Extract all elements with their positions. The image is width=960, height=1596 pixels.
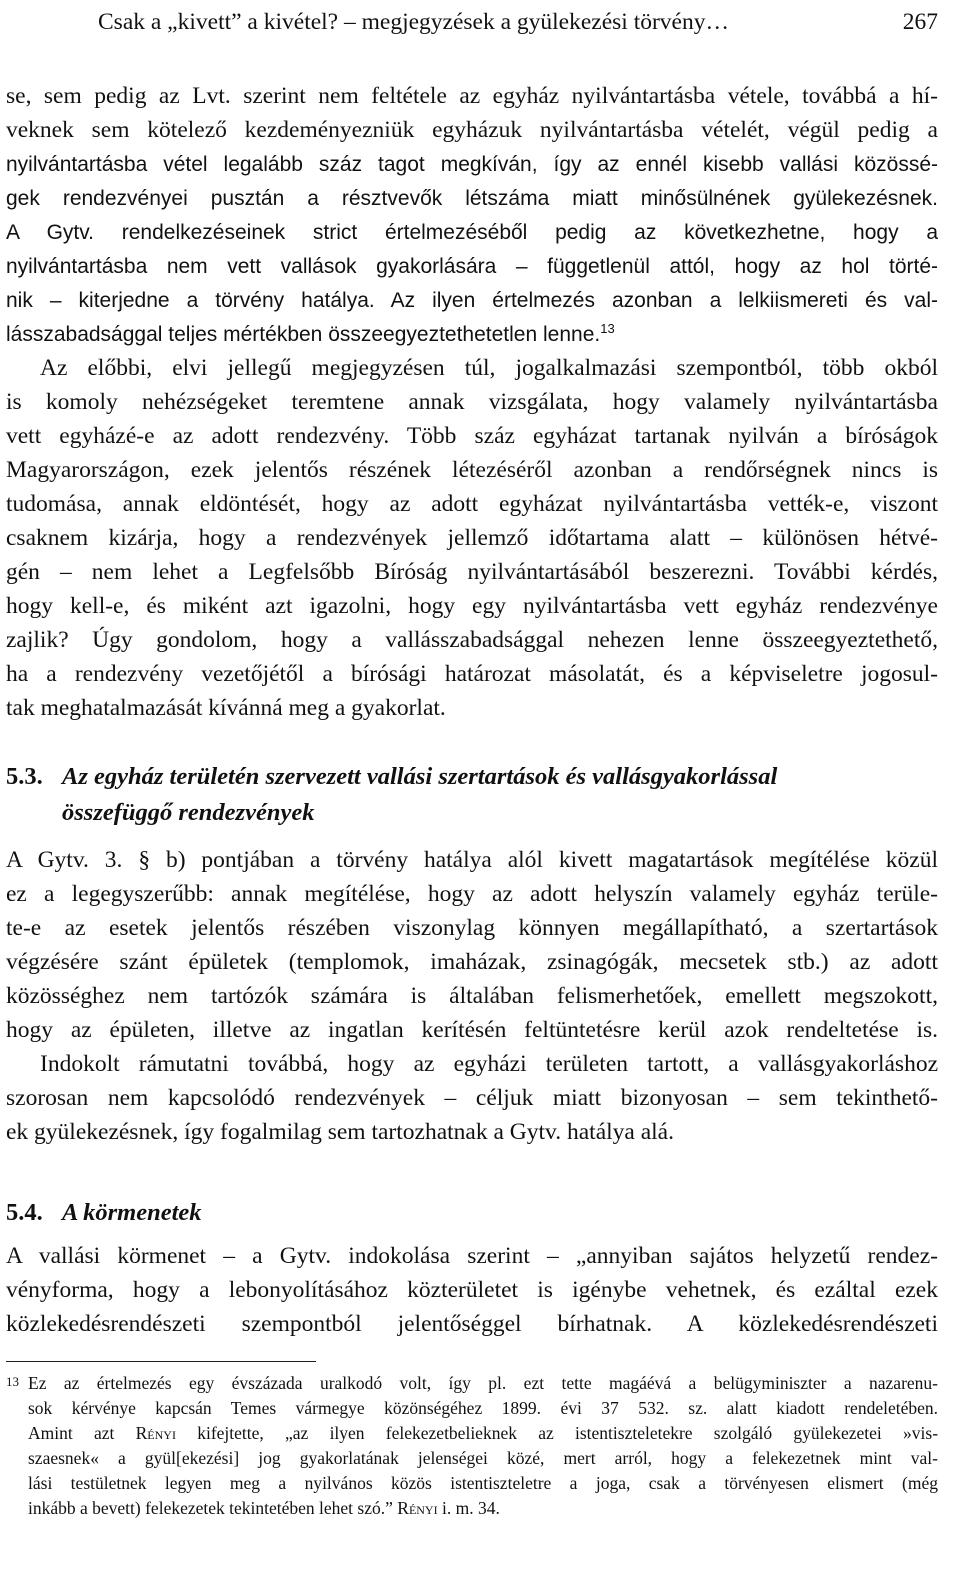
footnote-reference: 13	[600, 321, 615, 336]
section-number: 5.4.	[6, 1199, 43, 1226]
text-line: Magyarországon, ezek jelentős részének létezéséről azonban a rendőrségnek nincs is	[6, 457, 938, 483]
text-line: nyilvántartásba vétel legalább száz tagot megkíván, így az ennél kisebb vallási közössé-	[6, 153, 938, 176]
text-line: ez a legegyszerűbb: annak megítélése, hogy az adott helyszín valamely egyház terüle-	[6, 881, 938, 907]
section-number: 5.3.	[6, 763, 43, 790]
text-line: ha a rendezvény vezetőjétől a bírósági határozat másolatát, és a képviseletre jogosul-	[6, 661, 938, 687]
text-line: veknek sem kötelező kezdeményezniük egyházuk nyilvántartásba vételét, végül pedig a	[6, 117, 938, 143]
page-number: 267	[902, 9, 938, 35]
section-heading-5-3-line2: összefüggő rendezvények	[62, 799, 315, 826]
text-line: vett egyházé-e az adott rendezvény. Több száz egyházat tartanak nyilván a bíróságok	[6, 423, 938, 449]
text-line: tudomása, annak eldöntését, hogy az adott egyházat nyilvántartásba vették-e, viszont	[6, 491, 938, 517]
footnote-separator	[6, 1361, 316, 1362]
footnote-line	[28, 1496, 938, 1521]
footnote-line: szaesnek« a gyül[ekezési] jog gyakorlatának jelenségei közé, mert arról, hogy a felekezetnek mint val-	[28, 1448, 938, 1468]
footnote-number: 13	[6, 1374, 19, 1389]
footnote-line: lási testületnek legyen meg a nyilvános közös istentiszteletre a joga, csak a törvényesen elismert (még	[28, 1473, 938, 1493]
text-line	[6, 318, 938, 351]
text-line: tak meghatalmazását kívánná meg a gyakorlat.	[6, 695, 446, 721]
running-head-title: Csak a „kivett” a kivétel? – megjegyzések a gyülekezési törvény…	[98, 9, 729, 35]
footnote-line: sok kérvénye kapcsán Temes vármegye közönségéhez 1899. évi 37 532. sz. alatt kiadott rendeletében.	[28, 1398, 938, 1418]
text-line: Indokolt rámutatni továbbá, hogy az egyházi területen tartott, a vallásgyakorláshoz	[40, 1051, 938, 1077]
footnote-text: kifejtette, „az ilyen felekezetbelieknek az istentiszteletekre szolgáló gyülekezetei »vis-	[197, 1423, 938, 1443]
text-line: A Gytv. 3. § b) pontjában a törvény hatálya alól kivett magatartások megítélése közül	[6, 847, 938, 873]
text-line: A Gytv. rendelkezéseinek strict értelmezéséből pedig az következhetne, hogy a	[6, 221, 938, 244]
text-line: végzésére szánt épületek (templomok, imaházak, zsinagógák, mecsetek stb.) az adott	[6, 949, 938, 975]
text-line-content: lásszabadsággal teljes mértékben összeegyeztethetetlen lenne.	[6, 323, 601, 346]
footnote-text: i. m. 34.	[441, 1498, 500, 1518]
author-name: Rényi	[135, 1423, 176, 1443]
text-line: zajlik? Úgy gondolom, hogy a vallásszabadsággal nehezen lenne összeegyeztethető,	[6, 627, 938, 653]
text-line: nik – kiterjedne a törvény hatálya. Az ilyen értelmezés azonban a lelkiismereti és val-	[6, 289, 938, 312]
text-line: nyilvántartásba nem vett vallások gyakorlására – függetlenül attól, hogy az hol törté-	[6, 255, 938, 278]
text-line: ek gyülekezésnek, így fogalmilag sem tartozhatnak a Gytv. hatálya alá.	[6, 1119, 674, 1145]
text-line: se, sem pedig az Lvt. szerint nem feltétele az egyház nyilvántartásba vétele, továbbá a hí-	[6, 83, 938, 109]
section-title: Az egyház területén szervezett vallási szertartások és vallásgyakorlással	[62, 763, 778, 790]
footnote-line: Ez az értelmezés egy évszázada uralkodó volt, így pl. ezt tette magáévá a belügyminiszter a nazarenu-	[28, 1373, 938, 1393]
text-line: közösséghez nem tartózók számára is általában felismerhetőek, emellett megszokott,	[6, 983, 938, 1009]
running-head	[98, 4, 938, 40]
footnote-text: inkább a bevett) felekezetek tekintetében lehet szó.”	[28, 1498, 393, 1518]
text-line: hogy az épületen, illetve az ingatlan kerítésén feltüntetésre kerül azok rendeltetése is.	[6, 1017, 938, 1043]
section-heading-5-3	[6, 760, 777, 794]
text-line: te-e az esetek jelentős részében viszonylag könnyen megállapítható, a szertartások	[6, 915, 938, 941]
footnote-line	[28, 1421, 938, 1446]
text-line: Az előbbi, elvi jellegű megjegyzésen túl, jogalkalmazási szempontból, több okból	[40, 355, 938, 381]
author-name: Rényi	[397, 1498, 438, 1518]
section-heading-5-4	[6, 1196, 202, 1230]
text-line: közlekedésrendészeti szempontból jelentőséggel bírhatnak. A közlekedésrendészeti	[6, 1311, 938, 1337]
text-line: szorosan nem kapcsolódó rendezvények – céljuk miatt bizonyosan – sem tekinthető-	[6, 1085, 938, 1111]
text-line: vényforma, hogy a lebonyolításához közterületet is igénybe vehetnek, és ezáltal ezek	[6, 1277, 938, 1303]
text-line: csaknem kizárja, hogy a rendezvények jellemző időtartama alatt – különösen hétvé-	[6, 525, 938, 551]
text-line: gén – nem lehet a Legfelsőbb Bíróság nyilvántartásából beszerezni. További kérdés,	[6, 559, 938, 585]
text-line: gek rendezvényei pusztán a résztvevők létszáma miatt minősülnének gyülekezésnek.	[6, 187, 938, 210]
section-title: A körmenetek	[62, 1199, 202, 1226]
text-line: A vallási körmenet – a Gytv. indokolása szerint – „annyiban sajátos helyzetű rendez-	[6, 1243, 938, 1269]
footnote-text: Amint azt	[28, 1423, 115, 1443]
text-line: hogy kell-e, és miként azt igazolni, hogy egy nyilvántartásba vett egyház rendezvénye	[6, 593, 938, 619]
text-line: is komoly nehézségeket teremtene annak vizsgálata, hogy valamely nyilvántartásba	[6, 389, 938, 415]
